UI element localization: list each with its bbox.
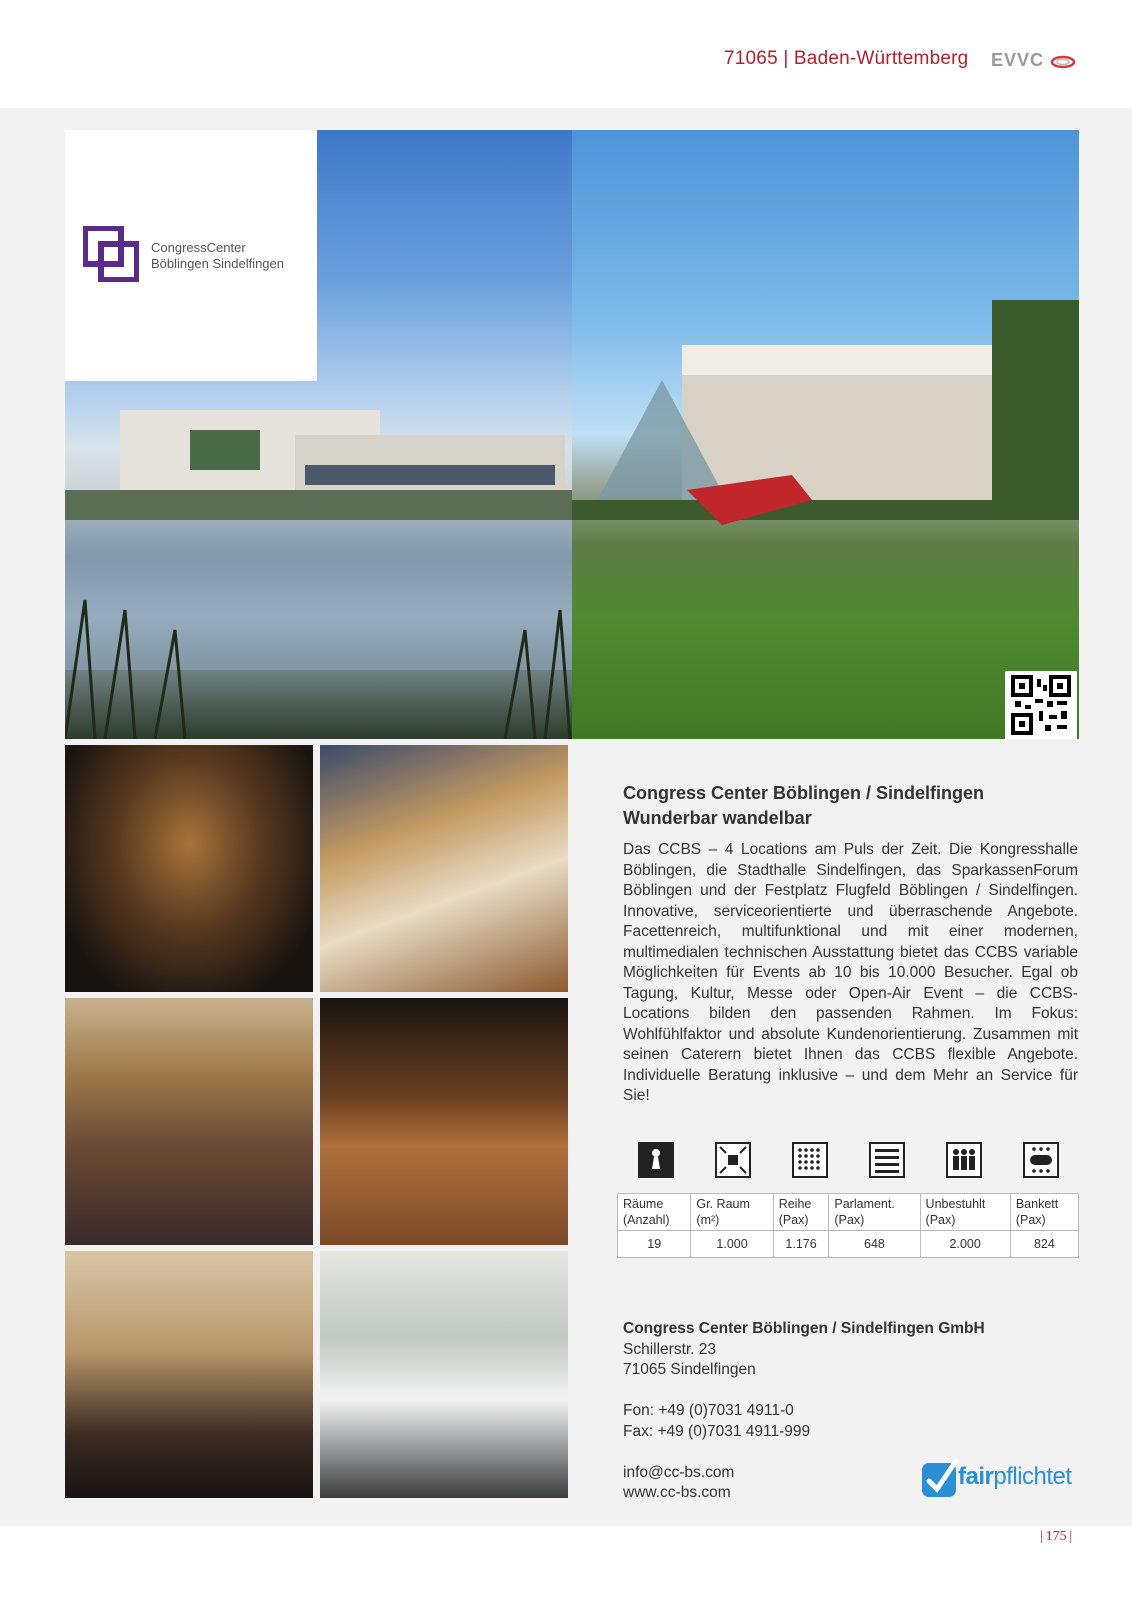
capacity-value-cell: 824 xyxy=(1010,1231,1078,1258)
logo-line-1: CongressCenter xyxy=(151,240,246,255)
capacity-header-row xyxy=(618,1194,1079,1231)
article-body: Das CCBS – 4 Locations am Puls der Zeit. Die Kongresshalle Böblingen, die Stadthalle Sindelfingen, das SparkassenForum Böblingen und der Festplatz Flugfeld Böblingen / Sindelfingen. Innovative, serviceorientierte und überraschende Angebote. Facettenreich, multifunktional und mit einer modernen, multimedialen technischen Ausstattung bietet das CCBS variable Möglichkeiten für Events ab 10 bis 10.000 Besucher. Egal ob Tagung, Kultur, Messe oder Open-Air Event – die CCBS-Locations bilden den passenden Rahmen. Im Fokus: Wohlfühlfaktor und absolute Kundenorientierung. Zusammen mit seinen Caterern bietet Ihnen das CCBS flexible Angebote. Individuelle Beratung inklusive – und dem Mehr an Service für Sie! xyxy=(623,841,1078,1104)
photo-event-dance-hall xyxy=(65,745,313,992)
photo-stadthalle-lawn xyxy=(572,130,1079,739)
header-label: Parlament. xyxy=(834,1197,895,1211)
area-icon xyxy=(715,1142,751,1178)
fair-bold: fair xyxy=(958,1463,994,1490)
capacity-value-row xyxy=(618,1231,1079,1258)
header-unit: (Pax) xyxy=(778,1213,809,1227)
article-title xyxy=(623,781,984,831)
capacity-table xyxy=(617,1193,1079,1258)
evvc-logo: EVVC xyxy=(991,50,1045,70)
website-link[interactable]: www.cc-bs.com xyxy=(623,1484,731,1501)
title-line-2: Wunderbar wandelbar xyxy=(623,808,812,828)
title-line-1: Congress Center Böblingen / Sindelfingen xyxy=(623,783,985,803)
photo-exhibition-hall xyxy=(65,998,313,1245)
region-header: 71065 | Baden-Württemberg xyxy=(724,48,969,69)
phone-number: Fon: +49 (0)7031 4911-0 xyxy=(623,1402,794,1419)
ccbs-logo-text xyxy=(151,240,284,272)
city-address: 71065 Sindelfingen xyxy=(623,1361,756,1378)
page-number: | 175 | xyxy=(1040,1529,1073,1544)
standing-icon xyxy=(946,1142,982,1178)
logo-line-2: Böblingen Sindelfingen xyxy=(151,256,284,271)
street-address: Schillerstr. 23 xyxy=(623,1340,717,1358)
header-unit: (Pax) xyxy=(834,1213,865,1227)
header-label: Räume xyxy=(623,1197,664,1211)
capacity-value-cell: 648 xyxy=(829,1231,920,1258)
capacity-value-cell: 1.176 xyxy=(773,1231,829,1258)
header-unit: (m²) xyxy=(696,1213,720,1227)
page-number-value: 175 xyxy=(1045,1529,1067,1544)
header-label: Unbestuhlt xyxy=(925,1197,986,1211)
capacity-icons xyxy=(638,1142,1068,1180)
capacity-header-cell xyxy=(691,1194,773,1231)
header-label: Gr. Raum xyxy=(696,1197,750,1211)
capacity-header-cell xyxy=(773,1194,829,1231)
evvc-swoosh-icon xyxy=(1050,55,1076,69)
photo-banquet-tables xyxy=(320,1251,568,1498)
capacity-value-cell: 1.000 xyxy=(691,1231,773,1258)
qr-code[interactable] xyxy=(1005,671,1077,739)
rows-icon xyxy=(792,1142,828,1178)
photo-conference-seminar xyxy=(320,745,568,992)
capacity-header-cell xyxy=(618,1194,691,1231)
ccbs-logo-icon xyxy=(83,226,139,282)
header-unit: (Anzahl) xyxy=(623,1213,670,1227)
fax-number: Fax: +49 (0)7031 4911-999 xyxy=(623,1422,811,1440)
rooms-icon xyxy=(638,1142,674,1178)
capacity-header-cell xyxy=(920,1194,1010,1231)
header-unit: (Pax) xyxy=(1015,1213,1046,1227)
header-label: Reihe xyxy=(778,1197,812,1211)
email-link[interactable]: info@cc-bs.com xyxy=(623,1463,735,1481)
photo-theatre-seating xyxy=(320,998,568,1245)
fairpflichtet-logo xyxy=(958,1463,1072,1491)
header-label: Bankett xyxy=(1015,1197,1059,1211)
fairpflichtet-check-icon xyxy=(920,1457,960,1501)
banquet-icon xyxy=(1023,1142,1059,1178)
photo-stage-chairs xyxy=(65,1251,313,1498)
company-name: Congress Center Böblingen / Sindelfingen GmbH xyxy=(623,1320,985,1337)
parliament-icon xyxy=(869,1142,905,1178)
capacity-header-cell xyxy=(829,1194,920,1231)
capacity-value-cell: 19 xyxy=(618,1231,691,1258)
capacity-value-cell: 2.000 xyxy=(920,1231,1010,1258)
fair-light: pflichtet xyxy=(993,1463,1072,1490)
capacity-header-cell xyxy=(1010,1194,1078,1231)
header-unit: (Pax) xyxy=(925,1213,956,1227)
